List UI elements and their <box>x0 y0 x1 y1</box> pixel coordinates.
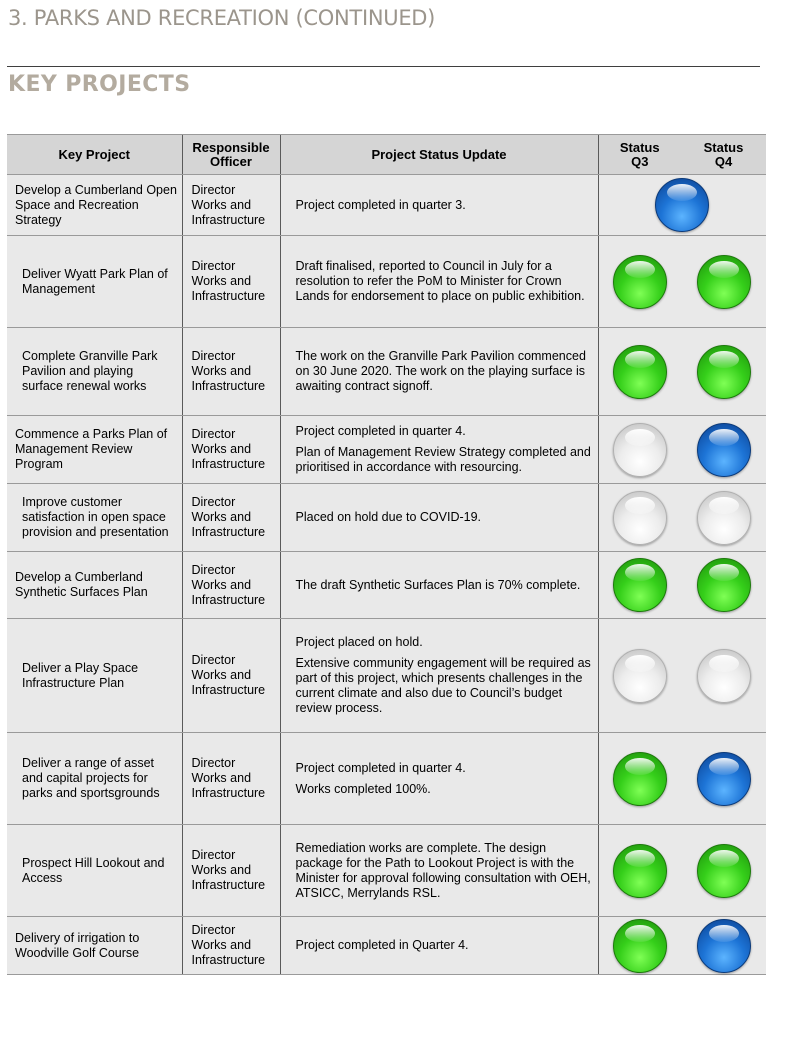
officer-line: Infrastructure <box>191 953 266 967</box>
status-update-cell <box>280 328 598 416</box>
status-update-text: Placed on hold due to COVID-19. <box>295 510 482 524</box>
status-update-text: Project completed in quarter 3. <box>295 197 466 212</box>
officer-line: Director <box>191 562 236 577</box>
status-update-cell <box>280 619 598 733</box>
officer-line: Works and <box>191 771 252 785</box>
header-responsible-officer-line2: Officer <box>210 153 252 169</box>
status-update-cell <box>280 236 598 328</box>
status-blue-indicator-icon <box>697 752 751 806</box>
key-project-cell: Deliver a range of asset and capital projects for parks and sportsgrounds <box>7 733 182 825</box>
status-q4-cell <box>681 328 766 416</box>
responsible-officer-cell <box>182 175 280 236</box>
officer-line: Works and <box>191 938 252 952</box>
status-update-text: Project completed in quarter 4. <box>295 760 466 775</box>
status-q3-cell <box>598 825 681 917</box>
officer-line: Infrastructure <box>191 379 266 393</box>
status-grey-indicator-icon <box>697 649 751 703</box>
status-green-indicator-icon <box>697 255 751 309</box>
header-q4-line2: Q4 <box>714 153 733 169</box>
status-grey-indicator-icon <box>613 423 667 477</box>
status-update-cell <box>280 825 598 917</box>
responsible-officer-cell <box>182 619 280 733</box>
status-q3-cell <box>598 552 681 619</box>
status-q4-cell <box>681 484 766 552</box>
status-q3-cell <box>598 917 681 975</box>
subsection-title: KEY PROJECTS <box>8 72 191 97</box>
status-update-text: Draft finalised, reported to Council in July for a resolution to refer the PoM to Minister for Crown Lands for endorsement to place on public exhibition. <box>295 259 585 303</box>
status-q3-cell <box>598 328 681 416</box>
status-update-cell <box>280 733 598 825</box>
key-project-cell: Deliver Wyatt Park Plan of Management <box>7 236 182 328</box>
status-q4-cell <box>681 552 766 619</box>
responsible-officer-cell <box>182 236 280 328</box>
status-q4-cell <box>681 917 766 975</box>
table-row <box>7 416 766 484</box>
status-grey-indicator-icon <box>697 491 751 545</box>
officer-line: Director <box>191 349 236 363</box>
key-project-cell: Complete Granville Park Pavilion and playing surface renewal works <box>7 328 182 416</box>
table-row <box>7 552 766 619</box>
status-q3-cell <box>598 484 681 552</box>
status-green-indicator-icon <box>613 255 667 309</box>
status-update-text: Remediation works are complete. The design package for the Path to Lookout Project is with the Minister for approval following consultation with OEH, ATSICC, Merrylands RSL. <box>295 840 591 900</box>
officer-line: Works and <box>191 442 252 456</box>
key-projects-table <box>7 134 766 975</box>
officer-line: Infrastructure <box>191 289 266 303</box>
status-update-text: Extensive community engagement will be required as part of this project, which presents challenges in the current climate and also due to Council’s budget review process. <box>295 656 591 715</box>
table-row <box>7 733 766 825</box>
status-update-text: Works completed 100%. <box>295 781 431 796</box>
header-status-update: Project Status Update <box>280 135 598 175</box>
status-update-cell <box>280 416 598 484</box>
status-green-indicator-icon <box>613 919 667 973</box>
officer-line: Works and <box>191 863 252 877</box>
table-row <box>7 236 766 328</box>
status-green-indicator-icon <box>697 345 751 399</box>
officer-line: Director <box>191 427 236 441</box>
key-project-cell: Prospect Hill Lookout and Access <box>7 825 182 917</box>
status-update-text: Project completed in quarter 4. <box>295 424 466 438</box>
officer-line: Infrastructure <box>191 683 266 697</box>
officer-line: Director <box>191 182 236 197</box>
status-q3-cell <box>598 733 681 825</box>
officer-line: Director <box>191 259 236 273</box>
table-row <box>7 917 766 975</box>
status-grey-indicator-icon <box>613 649 667 703</box>
status-update-text: The draft Synthetic Surfaces Plan is 70% complete. <box>295 577 581 592</box>
title-divider <box>7 66 760 67</box>
table-row <box>7 175 766 236</box>
officer-line: Works and <box>191 197 252 212</box>
status-update-cell <box>280 917 598 975</box>
status-q3-cell <box>598 236 681 328</box>
status-blue-indicator-icon <box>697 423 751 477</box>
section-title: 3. PARKS AND RECREATION (CONTINUED) <box>8 6 436 30</box>
status-q4-cell <box>681 236 766 328</box>
officer-line: Director <box>191 653 236 667</box>
officer-line: Director <box>191 756 236 770</box>
status-update-text: Plan of Management Review Strategy completed and prioritised in accordance with resourcing. <box>295 445 591 474</box>
header-q3-line1: Status <box>619 139 660 155</box>
officer-line: Works and <box>191 274 252 288</box>
status-q4-cell <box>681 619 766 733</box>
officer-line: Infrastructure <box>191 212 266 227</box>
officer-line: Director <box>191 923 236 937</box>
key-project-cell: Develop a Cumberland Synthetic Surfaces Plan <box>7 552 182 619</box>
officer-line: Works and <box>191 364 252 378</box>
officer-line: Infrastructure <box>191 786 266 800</box>
status-green-indicator-icon <box>613 844 667 898</box>
status-green-indicator-icon <box>613 558 667 612</box>
responsible-officer-cell <box>182 552 280 619</box>
status-q3-cell <box>598 619 681 733</box>
officer-line: Infrastructure <box>191 592 266 607</box>
officer-line: Infrastructure <box>191 525 266 539</box>
table-row <box>7 484 766 552</box>
status-update-cell <box>280 484 598 552</box>
officer-line: Infrastructure <box>191 878 266 892</box>
header-q4-line1: Status <box>703 139 744 155</box>
key-project-cell: Delivery of irrigation to Woodville Golf Course <box>7 917 182 975</box>
key-project-cell: Deliver a Play Space Infrastructure Plan <box>7 619 182 733</box>
officer-line: Director <box>191 495 236 509</box>
table-body <box>7 175 766 975</box>
key-project-cell: Commence a Parks Plan of Management Review Program <box>7 416 182 484</box>
status-update-cell <box>280 552 598 619</box>
officer-line: Works and <box>191 577 252 592</box>
officer-line: Director <box>191 848 236 862</box>
status-blue-indicator-icon <box>655 178 709 232</box>
header-status-q4 <box>681 135 766 175</box>
status-blue-indicator-icon <box>697 919 751 973</box>
responsible-officer-cell <box>182 733 280 825</box>
header-responsible-officer-line1: Responsible <box>192 139 270 155</box>
responsible-officer-cell <box>182 416 280 484</box>
header-status-q3 <box>598 135 681 175</box>
key-project-cell: Develop a Cumberland Open Space and Recreation Strategy <box>7 175 182 236</box>
responsible-officer-cell <box>182 917 280 975</box>
responsible-officer-cell <box>182 484 280 552</box>
status-q4-cell <box>681 416 766 484</box>
status-q4-cell <box>681 733 766 825</box>
key-project-cell: Improve customer satisfaction in open space provision and presentation <box>7 484 182 552</box>
responsible-officer-cell <box>182 825 280 917</box>
status-update-text: Project completed in Quarter 4. <box>295 938 469 952</box>
status-q4-cell <box>681 825 766 917</box>
table-header-row <box>7 135 766 175</box>
officer-line: Infrastructure <box>191 457 266 471</box>
status-update-cell <box>280 175 598 236</box>
header-q3-line2: Q3 <box>631 153 649 169</box>
responsible-officer-cell <box>182 328 280 416</box>
table-row <box>7 825 766 917</box>
status-q3-cell <box>598 416 681 484</box>
status-update-text: The work on the Granville Park Pavilion commenced on 30 June 2020. The work on the playing surface is awaiting contract signoff. <box>295 349 586 393</box>
status-green-indicator-icon <box>613 752 667 806</box>
status-q3-q4-cell <box>598 175 766 236</box>
status-green-indicator-icon <box>697 558 751 612</box>
table-row <box>7 619 766 733</box>
officer-line: Works and <box>191 510 252 524</box>
status-green-indicator-icon <box>613 345 667 399</box>
officer-line: Works and <box>191 668 252 682</box>
status-grey-indicator-icon <box>613 491 667 545</box>
status-update-text: Project placed on hold. <box>295 635 423 649</box>
header-key-project: Key Project <box>7 135 182 175</box>
header-responsible-officer <box>182 135 280 175</box>
table-row <box>7 328 766 416</box>
status-green-indicator-icon <box>697 844 751 898</box>
